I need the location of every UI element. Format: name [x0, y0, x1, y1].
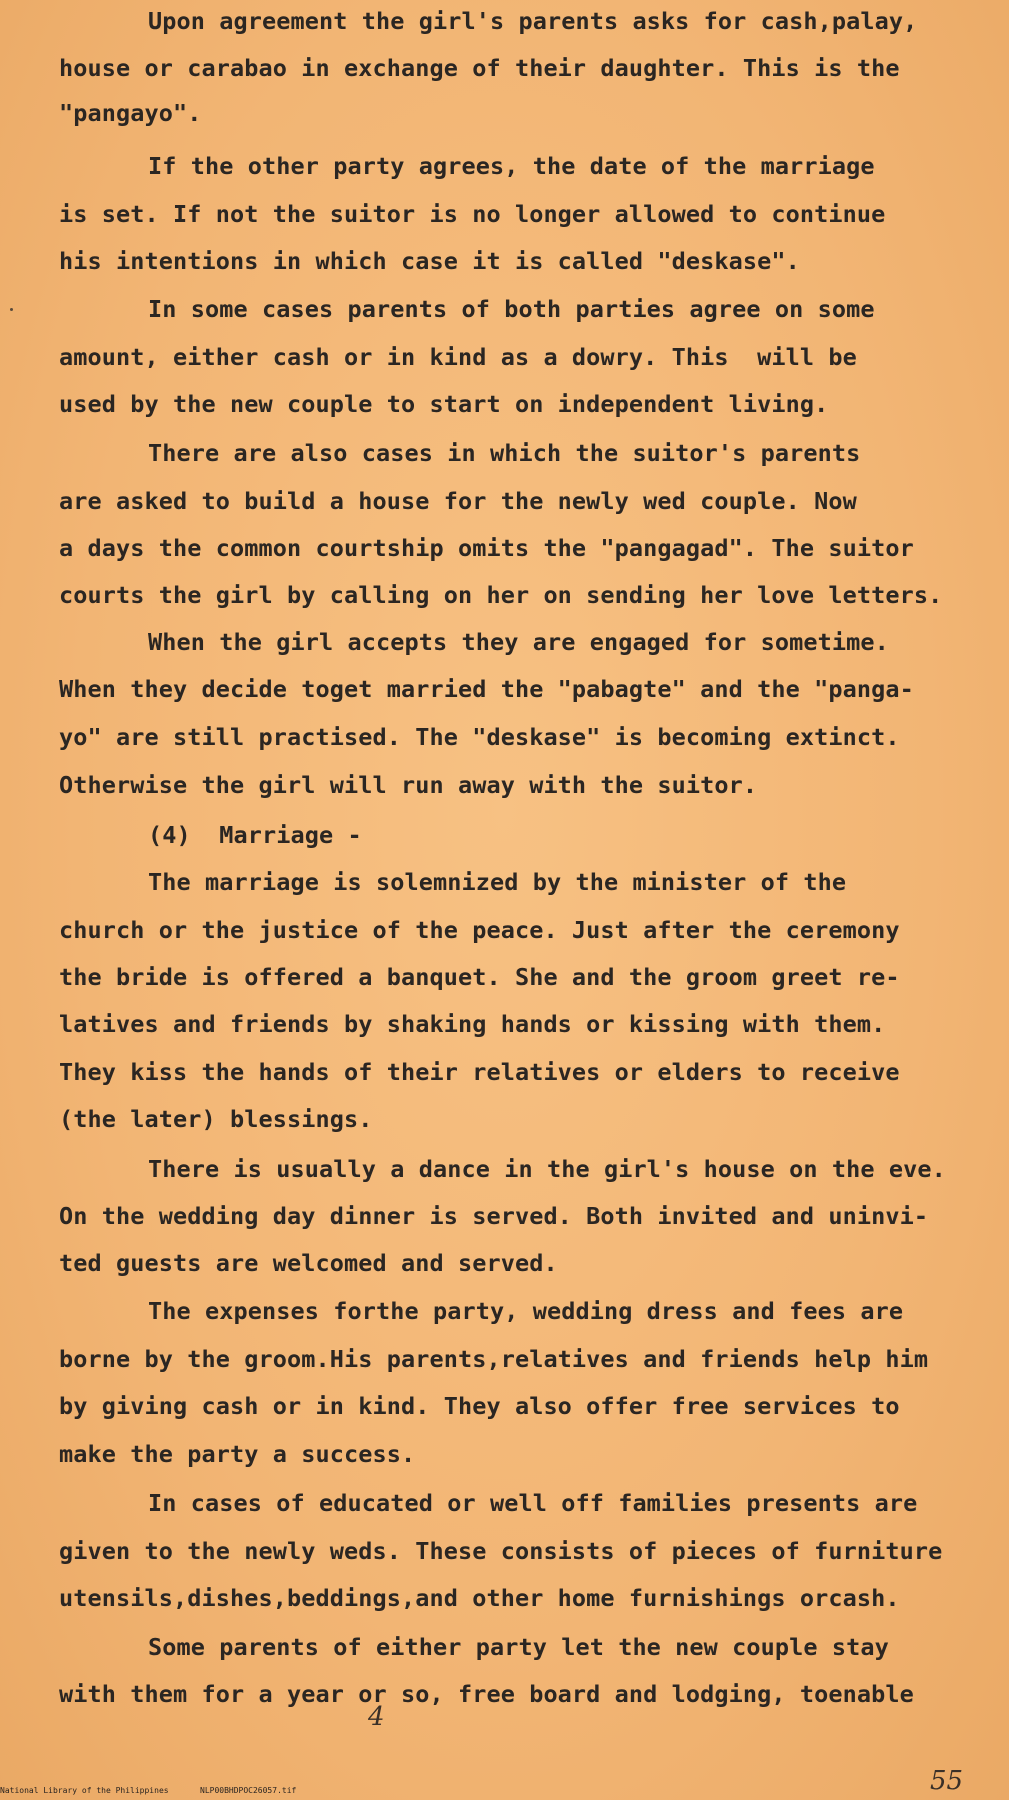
footer-library-credit: National Library of the Philippines — [0, 1786, 169, 1795]
text-line: The marriage is solemnized by the minister of the — [148, 868, 847, 896]
page-number: 4 — [368, 1702, 385, 1732]
text-line: borne by the groom.His parents,relatives and friends help him — [59, 1345, 929, 1373]
text-line: make the party a success. — [59, 1440, 416, 1468]
section-heading: (4) Marriage - — [148, 821, 362, 849]
text-line: They kiss the hands of their relatives or elders to receive — [59, 1058, 900, 1086]
text-line: In some cases parents of both parties agree on some — [148, 295, 875, 323]
text-line: used by the new couple to start on independent living. — [59, 390, 829, 418]
text-line: There is usually a dance in the girl's house on the eve. — [148, 1155, 946, 1183]
text-line: yo" are still practised. The "deskase" is becoming extinct. — [59, 723, 900, 751]
text-line: ted guests are welcomed and served. — [59, 1249, 558, 1277]
text-line: with them for a year or so, free board and lodging, toenable — [59, 1680, 914, 1708]
text-line: On the wedding day dinner is served. Both invited and uninvi- — [59, 1202, 929, 1230]
text-line: are asked to build a house for the newly wed couple. Now — [59, 487, 857, 515]
text-line: house or carabao in exchange of their daughter. This is the — [59, 54, 900, 82]
margin-mark — [10, 308, 13, 311]
text-line: Upon agreement the girl's parents asks for cash,palay, — [148, 7, 918, 35]
text-line: When they decide toget married the "pabagte" and the "panga- — [59, 675, 914, 703]
text-line: church or the justice of the peace. Just after the ceremony — [59, 916, 900, 944]
text-line: (the later) blessings. — [59, 1105, 373, 1133]
handwritten-page-mark: 55 — [930, 1766, 964, 1796]
text-line: the bride is offered a banquet. She and the groom greet re- — [59, 963, 900, 991]
text-line: by giving cash or in kind. They also offer free services to — [59, 1392, 900, 1420]
text-line: The expenses forthe party, wedding dress and fees are — [148, 1297, 904, 1325]
text-line: If the other party agrees, the date of the marriage — [148, 152, 875, 180]
text-line: a days the common courtship omits the "pangagad". The suitor — [59, 534, 914, 562]
text-line: Otherwise the girl will run away with the suitor. — [59, 771, 758, 799]
text-line: is set. If not the suitor is no longer allowed to continue — [59, 200, 886, 228]
text-line: courts the girl by calling on her on sending her love letters. — [59, 581, 943, 609]
text-line: his intentions in which case it is called "deskase". — [59, 247, 800, 275]
footer-filename: NLP00BHDPOC26057.tif — [200, 1786, 297, 1795]
text-line: Some parents of either party let the new couple stay — [148, 1633, 889, 1661]
text-line: utensils,dishes,beddings,and other home furnishings orcash. — [59, 1584, 900, 1612]
text-line: given to the newly weds. These consists of pieces of furniture — [59, 1537, 943, 1565]
text-line: latives and friends by shaking hands or kissing with them. — [59, 1010, 886, 1038]
text-line: amount, either cash or in kind as a dowry. This will be — [59, 343, 857, 371]
text-line: "pangayo". — [59, 99, 202, 127]
text-line: There are also cases in which the suitor's parents — [148, 439, 861, 467]
text-line: When the girl accepts they are engaged for sometime. — [148, 628, 889, 656]
text-line: In cases of educated or well off families presents are — [148, 1489, 918, 1517]
